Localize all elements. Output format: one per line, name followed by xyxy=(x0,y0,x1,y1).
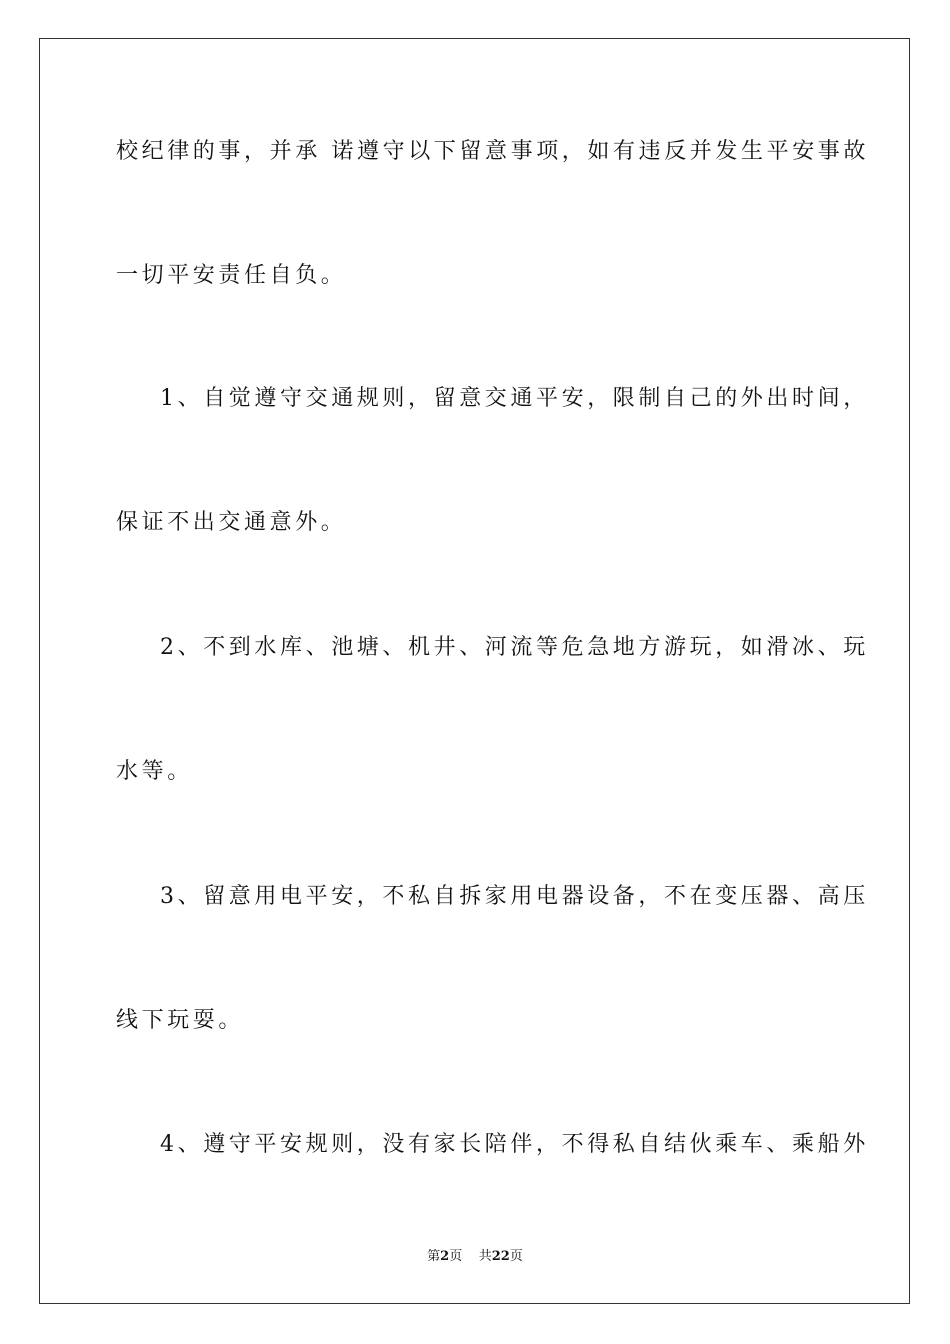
footer-page-suffix: 页 xyxy=(449,1249,463,1264)
page-footer xyxy=(0,1248,950,1266)
body-text-line-2: 一切平安责任自负。 xyxy=(116,263,347,288)
list-item-1-line-1: 1、自觉遵守交通规则，留意交通平安，限制自己的外出时间， xyxy=(160,386,869,411)
footer-total-prefix: 共 xyxy=(478,1249,492,1264)
footer-page-prefix: 第 xyxy=(427,1249,441,1264)
list-item-3-line-2: 线下玩耍。 xyxy=(116,1008,245,1033)
list-item-4-line-1: 4、遵守平安规则，没有家长陪伴，不得私自结伙乘车、乘船外 xyxy=(160,1132,869,1157)
list-item-2-line-2: 水等。 xyxy=(116,759,193,784)
list-item-3-line-1: 3、留意用电平安，不私自拆家用电器设备，不在变压器、高压 xyxy=(160,884,869,909)
footer-total-pages: 22 xyxy=(491,1249,510,1264)
list-item-1-line-2: 保证不出交通意外。 xyxy=(116,510,347,535)
page-border xyxy=(39,38,910,1304)
footer-total-suffix: 页 xyxy=(509,1249,523,1264)
body-text-line-1: 校纪律的事，并承 诺遵守以下留意事项，如有违反并发生平安事故 xyxy=(116,139,869,164)
list-item-2-line-1: 2、不到水库、池塘、机井、河流等危急地方游玩，如滑冰、玩 xyxy=(160,635,869,660)
footer-page-number: 2 xyxy=(440,1249,450,1264)
